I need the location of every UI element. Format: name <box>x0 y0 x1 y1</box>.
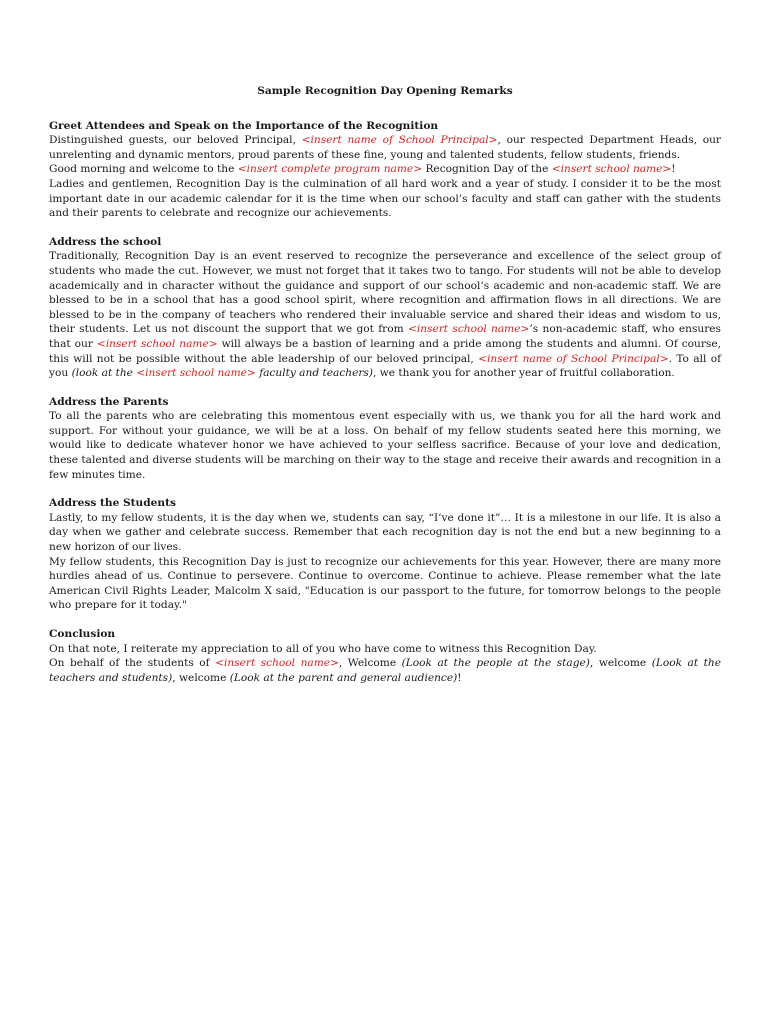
section <box>49 235 721 381</box>
section-heading: Address the school <box>49 235 162 248</box>
document-page <box>49 84 721 699</box>
text-run: , welcome <box>172 671 230 684</box>
section <box>49 119 721 221</box>
document-title: Sample Recognition Day Opening Remarks <box>257 85 513 97</box>
stage-direction: (Look at the teachers and students) <box>49 657 721 684</box>
section-heading: Greet Attendees and Speak on the Importance of the Recognition <box>49 119 439 132</box>
section-heading: Conclusion <box>49 628 116 640</box>
text-run: On behalf of the students of <box>49 657 216 670</box>
paragraph <box>49 162 721 177</box>
paragraph <box>49 642 721 657</box>
text-run: , welcome <box>589 657 652 670</box>
placeholder-text: <insert name of School Principal> <box>478 352 669 365</box>
placeholder-text: <insert name of School Principal> <box>301 134 498 147</box>
placeholder-text: <insert school name> <box>551 163 672 176</box>
stage-direction: faculty and teachers) <box>255 367 373 380</box>
paragraph <box>49 511 721 555</box>
text-run: ’s non-academic staff, who ensures that our <box>49 323 721 350</box>
text-run: ! <box>457 671 462 684</box>
text-run: will always be a bastion of learning and a pride among the students and alumni. Of course, this will not be possible without the able leadership of our beloved principal, <box>49 337 721 365</box>
placeholder-text: <insert school name> <box>215 657 339 670</box>
paragraph <box>49 555 721 613</box>
text-run: Recognition Day of the <box>422 163 552 176</box>
text-run: . To all of you <box>49 352 721 380</box>
text-run: Lastly, to my fellow students, it is the day when we, students can say, “I’ve done it”… It is a milestone in our life. It is also a day when we gather and celebrate success. Remember that each recognition day is not the end but a new beginning to a new horizon of our lives. <box>49 511 721 554</box>
paragraph <box>49 409 721 482</box>
paragraph <box>49 133 721 162</box>
paragraph <box>49 249 721 380</box>
text-run: On that note, I reiterate my appreciation to all of you who have come to witness this Recognition Day. <box>49 642 597 655</box>
stage-direction: (Look at the parent and general audience) <box>229 671 458 684</box>
section <box>49 627 721 685</box>
text-run: Traditionally, Recognition Day is an event reserved to recognize the perseverance and excellence of the select group of students who made the cut. However, we must not forget that it takes two to tango. For students will not be able to develop academically and in character without the guidance and support of our school’s academic and non-academic staff. We are blessed to be in a school that has a good school spirit, where recognition and affirmation flows in all directions. We are blessed to be in the company of teachers who rendered their invaluable service and shared their ideas and wisdom to us, their students. Let us not discount the support that we got from <box>49 250 721 336</box>
placeholder-text: <insert school name> <box>136 367 256 380</box>
paragraph <box>49 177 721 221</box>
paragraph <box>49 656 721 685</box>
text-run: Distinguished guests, our beloved Principal, <box>49 134 302 147</box>
placeholder-text: <insert school name> <box>407 323 530 336</box>
placeholder-text: <insert complete program name> <box>237 163 423 176</box>
section-heading: Address the Parents <box>49 395 169 408</box>
text-run: My fellow students, this Recognition Day is just to recognize our achievements for this year. However, there are many more hurdles ahead of us. Continue to persevere. Continue to overcome. Continue to achieve. Please remember what the late American Civil Rights Leader, Malcolm X said, "Education is our passport to the future, for tomorrow belongs to the people who prepare for it today." <box>49 555 721 612</box>
text-run: To all the parents who are celebrating this momentous event especially with us, we thank you for all the hard work and support. For without your guidance, we will be at a loss. On behalf of my fellow students seated here this morning, we would like to dedicate whatever honor we have achieved to your selfless sacrifice. Because of your love and dedication, these talented and diverse students will be marching on their way to the stage and receive their awards and recognition in a few minutes time. <box>49 410 722 481</box>
text-run: ! <box>671 163 676 176</box>
section <box>49 496 721 613</box>
text-run: Good morning and welcome to the <box>49 163 238 176</box>
text-run: , Welcome <box>338 657 402 670</box>
placeholder-text: <insert school name> <box>96 337 218 350</box>
document-body <box>49 119 721 686</box>
text-run: , we thank you for another year of fruitful collaboration. <box>372 367 675 380</box>
stage-direction: (look at the <box>71 367 137 380</box>
stage-direction: (Look at the people at the stage) <box>401 657 590 670</box>
text-run: Ladies and gentlemen, Recognition Day is the culmination of all hard work and a year of study. I consider it to be the most important date in our academic calendar for it is the time when our school’s faculty and staff can gather with the students and their parents to celebrate and recognize our achievements. <box>49 177 721 220</box>
text-run: , our respected Department Heads, our unrelenting and dynamic mentors, proud parents of these fine, young and talented students, fellow students, friends. <box>49 134 721 161</box>
section <box>49 395 721 483</box>
section-heading: Address the Students <box>49 497 176 510</box>
